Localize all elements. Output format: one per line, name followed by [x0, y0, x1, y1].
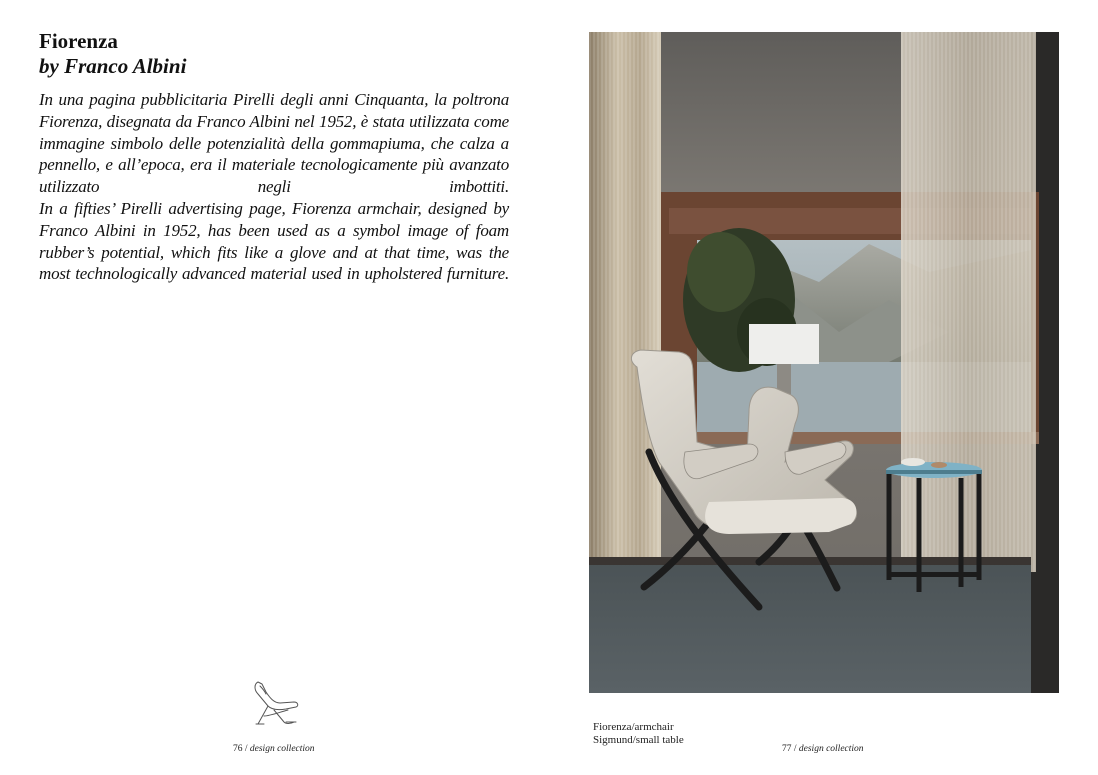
photo-caption	[593, 721, 684, 747]
description	[39, 89, 509, 285]
page-number: 77 /	[782, 744, 797, 754]
armchair-sketch-icon	[250, 676, 302, 730]
caption-table: Sigmund/small table	[593, 734, 684, 746]
section-label: design collection	[798, 744, 864, 754]
paragraph-italian: In una pagina pubblicitaria Pirelli degli anni Cinquanta, la poltrona Fiorenza, disegnata da Franco Albini nel 1952, è stata utilizzata come immagine simbolo delle potenzialità della gommapiuma, che calza a pennello, e all’epoca, era il materiale tecnologicamente più avanzato utilizzato negli imbottiti.	[39, 90, 509, 197]
interior-scene	[589, 32, 1059, 693]
armchair-photo	[589, 32, 1059, 693]
section-label: design collection	[249, 744, 315, 754]
caption-armchair: Fiorenza/armchair	[593, 721, 674, 733]
right-page	[549, 0, 1098, 775]
page-number: 76 /	[233, 744, 248, 754]
page-number-left	[233, 744, 315, 754]
page-title: Fiorenza	[39, 29, 118, 53]
page-subtitle: by Franco Albini	[39, 54, 187, 78]
page-number-right	[782, 744, 864, 754]
paragraph-english: In a fifties’ Pirelli advertising page, Fiorenza armchair, designed by Franco Albini in 1952, has been used as a symbol image of foam rubber’s potential, which fits like a glove and at that time, was the most technologically advanced material used in upholstered furniture.	[39, 198, 509, 284]
